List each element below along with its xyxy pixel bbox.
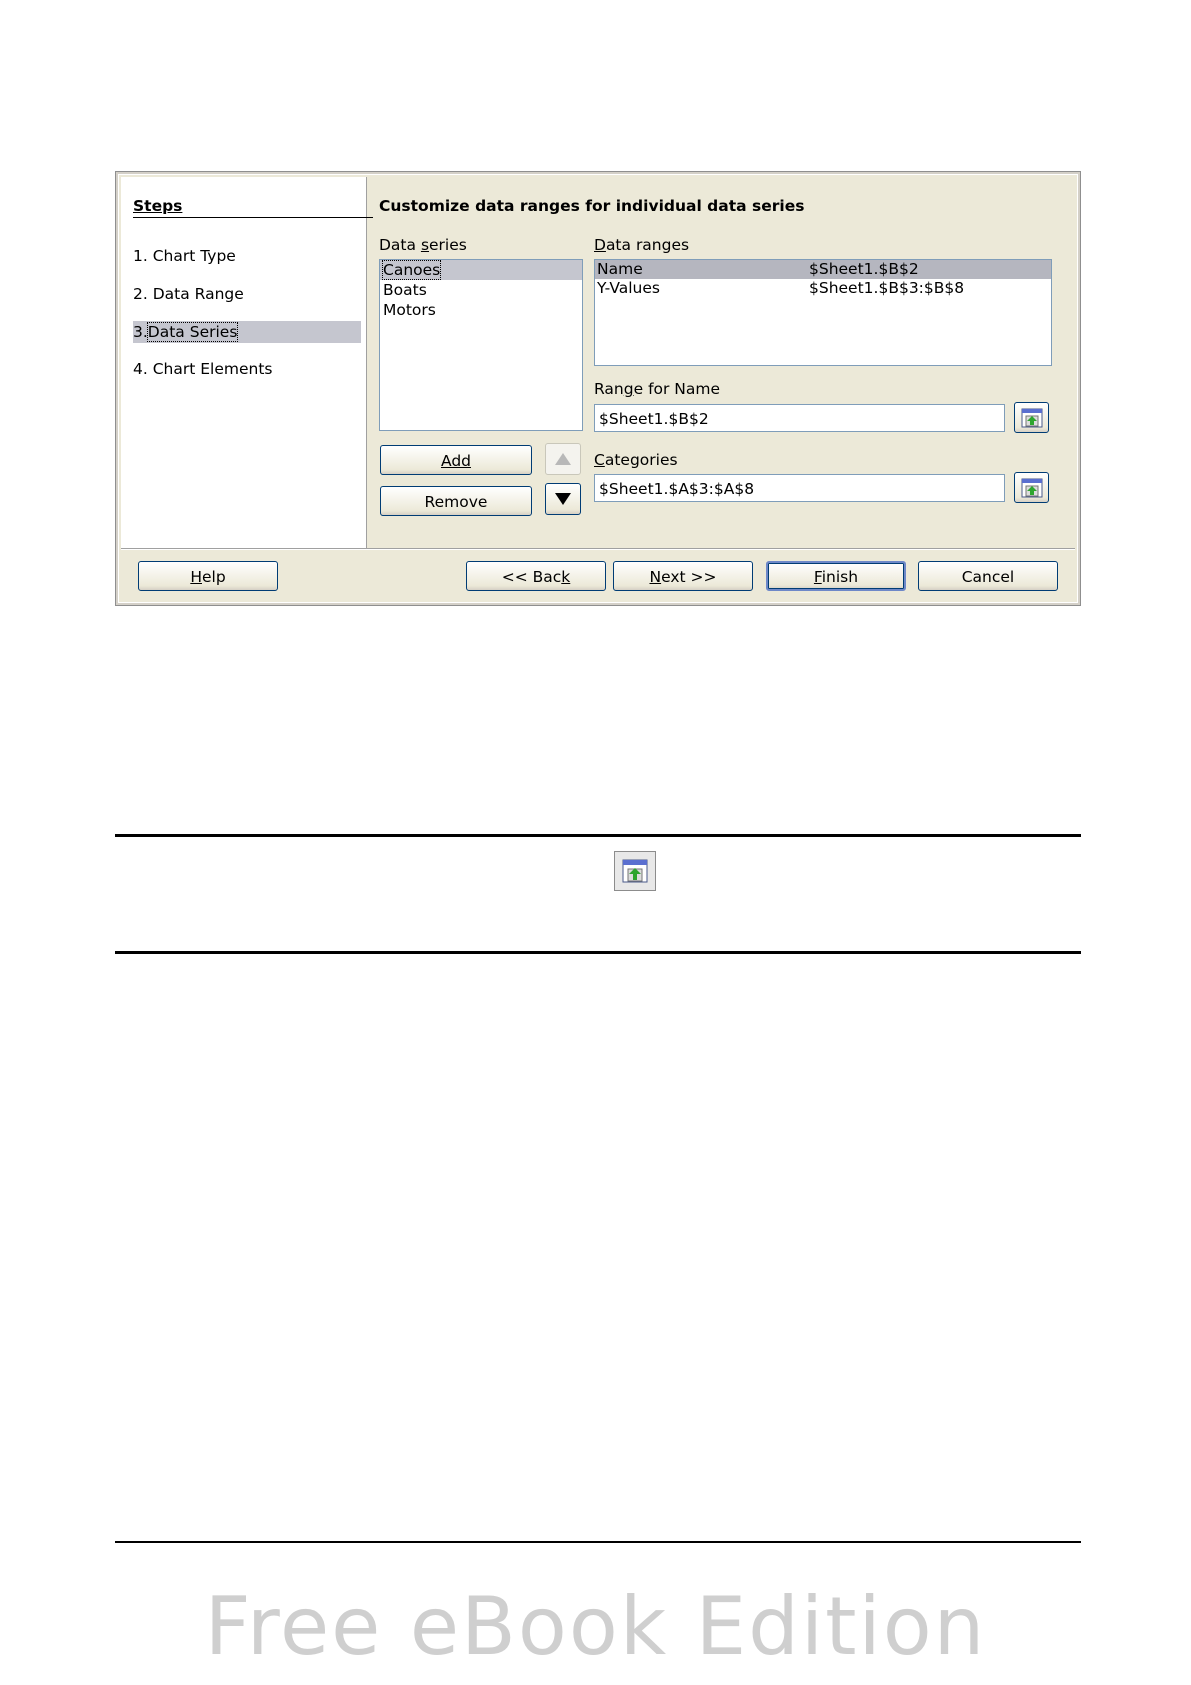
cancel-button[interactable]: Cancel: [918, 561, 1058, 591]
shrink-dialog-icon: [622, 859, 648, 883]
data-range-row-name[interactable]: [595, 260, 1051, 279]
shrink-dialog-icon: [1021, 478, 1043, 498]
range-for-name-select-button[interactable]: [1014, 402, 1049, 433]
categories-select-button[interactable]: [1014, 472, 1049, 503]
add-button[interactable]: [380, 445, 532, 475]
step-data-range[interactable]: 2. Data Range: [133, 285, 244, 303]
data-range-value: $Sheet1.$B$2: [809, 260, 919, 278]
watermark: Free eBook Edition: [204, 1580, 987, 1673]
remove-button-label: Remove: [424, 493, 488, 511]
steps-title: Steps: [133, 197, 373, 218]
data-series-label: Data series: [379, 236, 467, 254]
step-data-series[interactable]: [133, 321, 361, 343]
categories-input[interactable]: $Sheet1.$A$3:$A$8: [594, 474, 1005, 502]
step-chart-type[interactable]: 1. Chart Type: [133, 247, 236, 265]
next-button[interactable]: Next >>: [613, 561, 753, 591]
step-data-series-label: Data Series: [147, 323, 238, 341]
add-button-label: Add: [440, 452, 471, 470]
data-series-item-motors[interactable]: Motors: [383, 301, 436, 319]
range-for-name-label: Range for Name: [594, 380, 721, 398]
finish-button[interactable]: Finish: [766, 561, 906, 591]
back-button[interactable]: << Back: [466, 561, 606, 591]
move-up-button[interactable]: [545, 443, 581, 475]
arrow-down-icon: [554, 492, 572, 506]
data-range-value: $Sheet1.$B$3:$B$8: [809, 279, 965, 297]
footer-separator: [121, 548, 1075, 550]
data-series-list[interactable]: [379, 259, 583, 431]
data-ranges-label: Data ranges: [594, 236, 690, 254]
chart-wizard-dialog: [115, 171, 1081, 606]
steps-pane: [121, 177, 367, 548]
categories-label: Categories: [594, 451, 678, 469]
data-series-item-boats[interactable]: Boats: [383, 281, 427, 299]
range-for-name-input[interactable]: $Sheet1.$B$2: [594, 404, 1005, 432]
step-data-series-number: 3.: [133, 323, 148, 341]
arrow-up-icon: [554, 452, 572, 466]
page-footer-rule: [115, 1541, 1081, 1543]
main-pane: [369, 177, 1075, 548]
help-button[interactable]: Help: [138, 561, 278, 591]
table-bottom-rule: [115, 951, 1081, 954]
remove-button[interactable]: [380, 486, 532, 516]
data-range-row-y-values[interactable]: [595, 279, 1051, 298]
page-title: Customize data ranges for individual data series: [379, 197, 805, 215]
shrink-button-illustration: [614, 851, 656, 891]
move-down-button[interactable]: [545, 483, 581, 515]
data-range-role: Y-Values: [597, 279, 660, 297]
table-top-rule: [115, 834, 1081, 837]
shrink-dialog-icon: [1021, 408, 1043, 428]
data-series-item-canoes[interactable]: Canoes: [380, 260, 582, 280]
data-ranges-list[interactable]: [594, 259, 1052, 366]
step-chart-elements[interactable]: 4. Chart Elements: [133, 360, 273, 378]
dialog-body: [118, 174, 1078, 603]
data-range-role: Name: [597, 260, 643, 278]
